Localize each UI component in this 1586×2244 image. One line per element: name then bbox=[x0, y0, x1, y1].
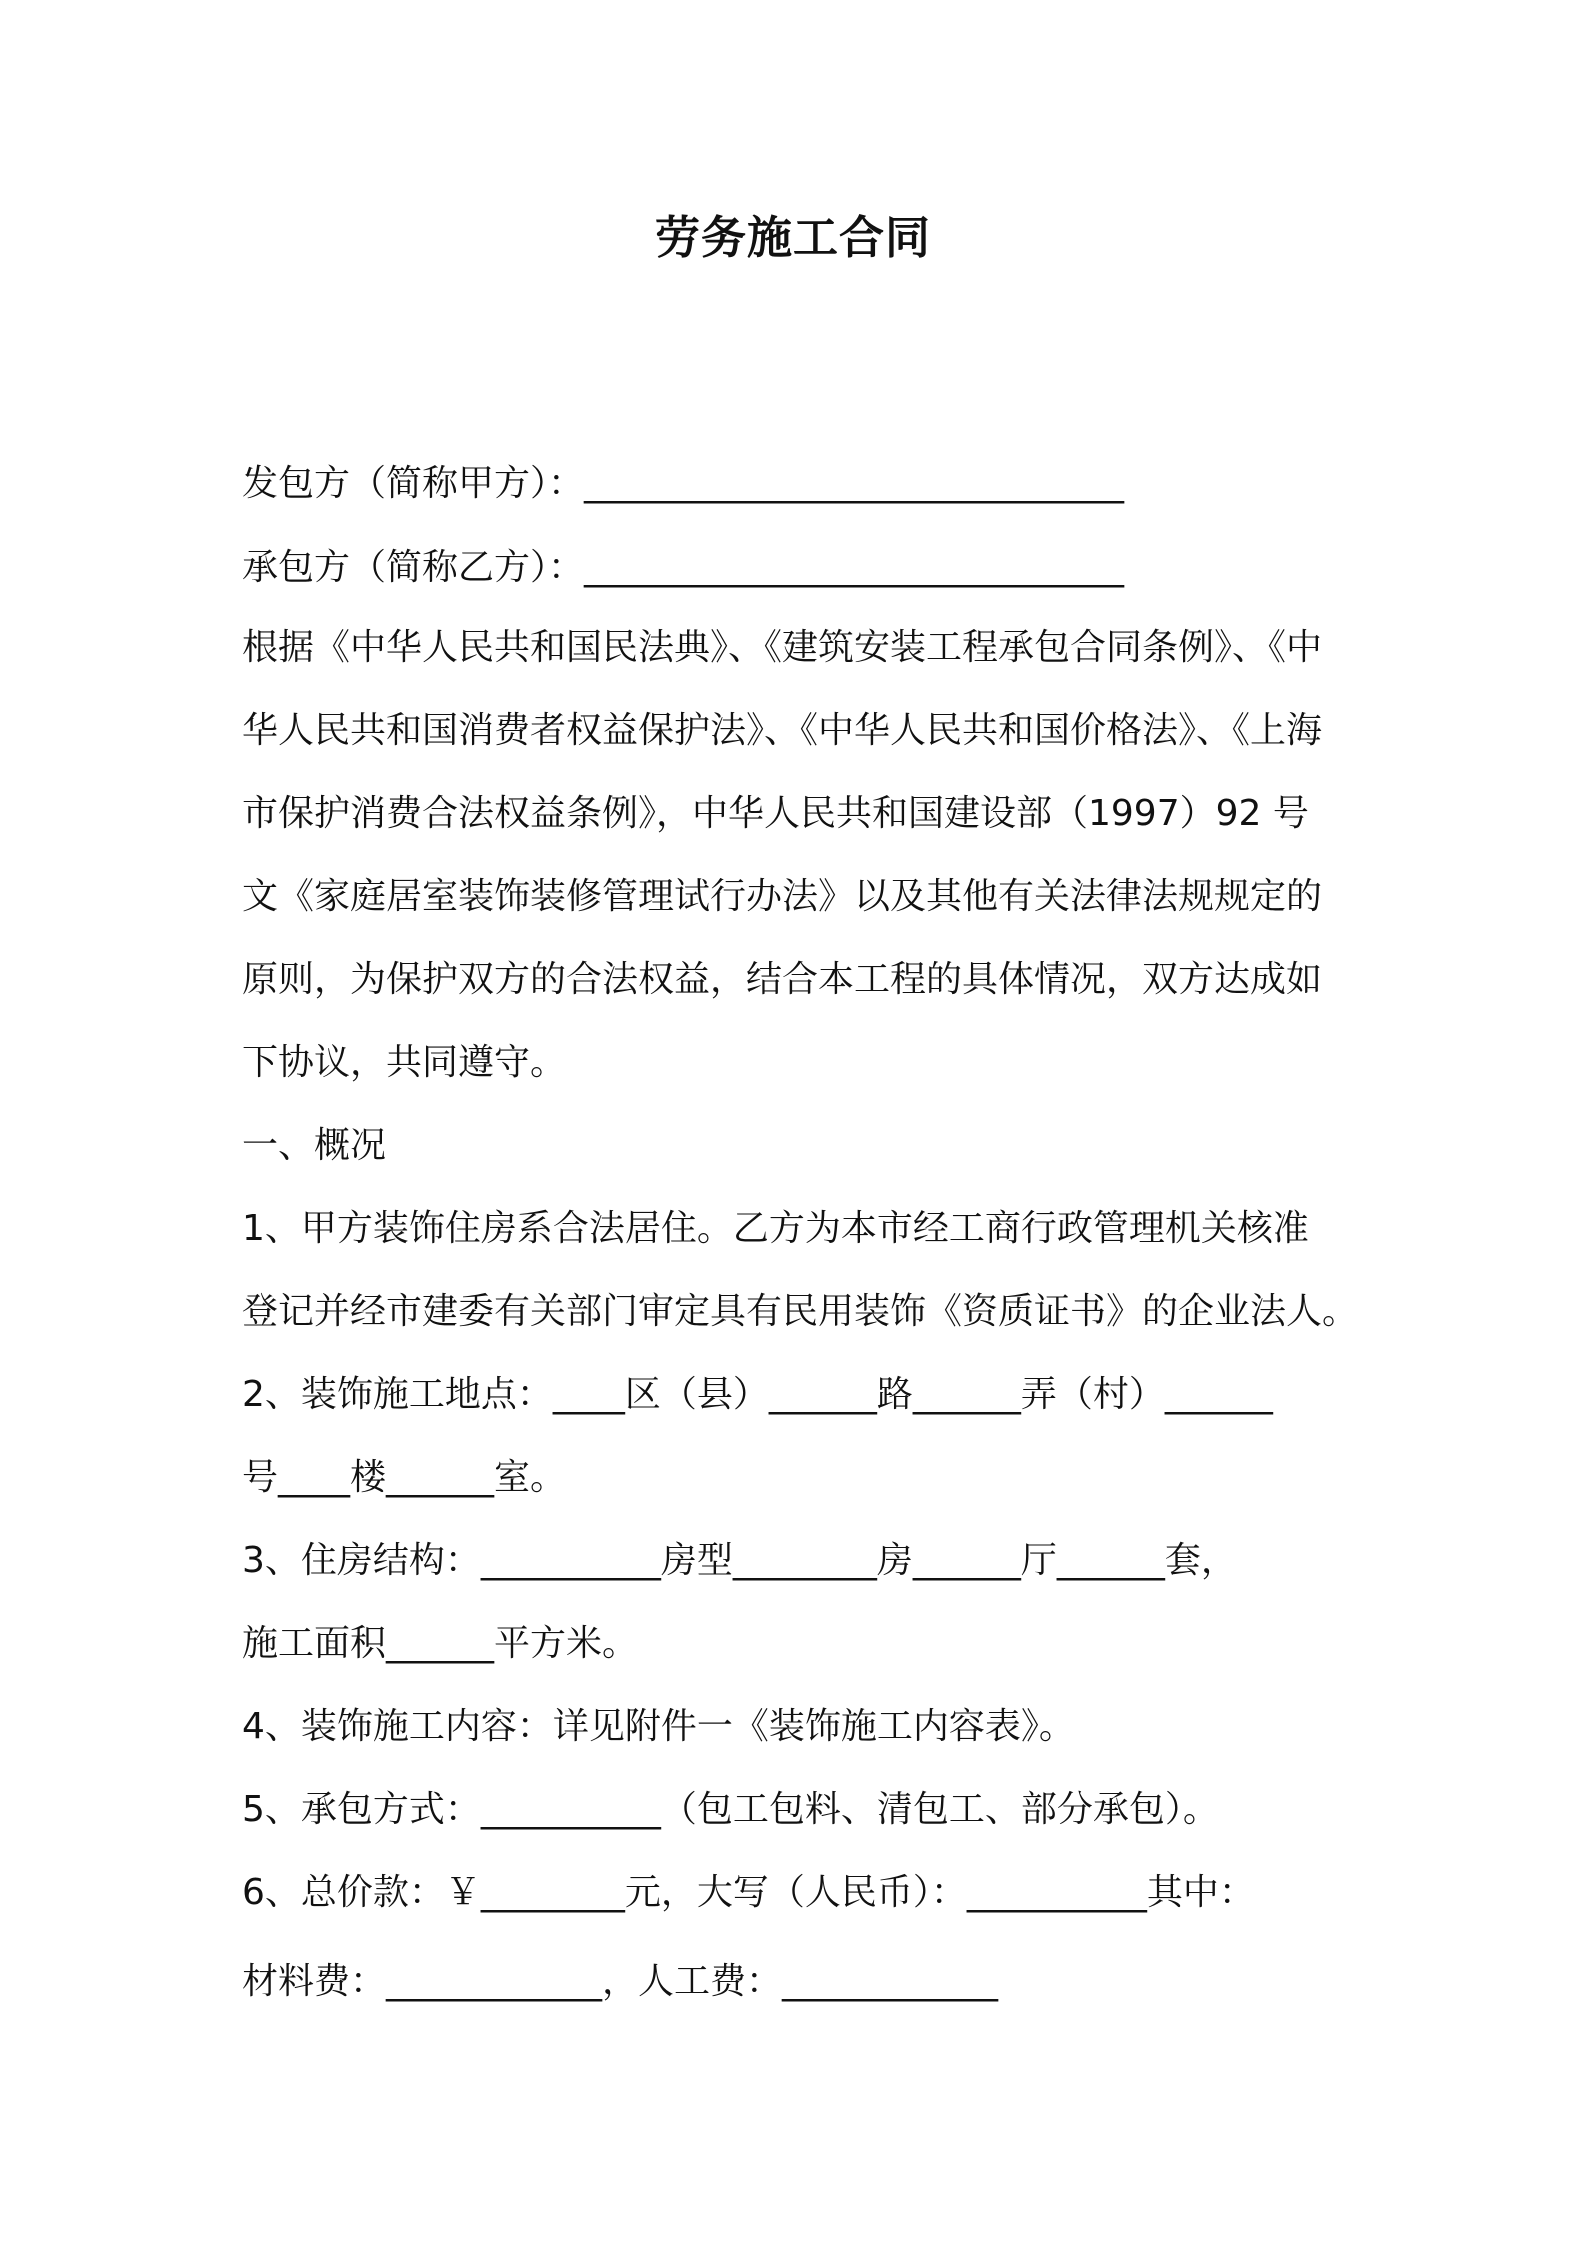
preamble-line-2: 华人民共和国消费者权益保护法》、《中华人民共和国价格法》、《上海 bbox=[242, 710, 1323, 751]
clause-3-line-1: 3、住房结构：__________房型________房______厅______套， bbox=[242, 1540, 1237, 1581]
clause-4-line: 4、装饰施工内容：详见附件一《装饰施工内容表》。 bbox=[242, 1706, 1075, 1747]
clause-6-line-2: 材料费：____________，人工费：____________ bbox=[242, 1961, 999, 2002]
clause-2-line-1: 2、装饰施工地点：____区（县）______路______弄（村）______ bbox=[242, 1374, 1273, 1415]
party-a-line: 发包方（简称甲方）：______________________________ bbox=[242, 463, 1125, 504]
preamble-line-6: 下协议，共同遵守。 bbox=[242, 1042, 567, 1083]
clause-5-line: 5、承包方式：__________（包工包料、清包工、部分承包）。 bbox=[242, 1789, 1219, 1830]
clause-3-line-2: 施工面积______平方米。 bbox=[242, 1623, 639, 1664]
preamble-line-5: 原则，为保护双方的合法权益，结合本工程的具体情况，双方达成如 bbox=[242, 959, 1323, 1000]
clause-2-line-2: 号____楼______室。 bbox=[242, 1457, 567, 1498]
party-b-line: 承包方（简称乙方）：______________________________ bbox=[242, 547, 1125, 588]
clause-6-line-1: 6、总价款：￥________元，大写（人民币）：__________其中： bbox=[242, 1872, 1255, 1913]
preamble-line-4: 文《家庭居室装饰装修管理试行办法》以及其他有关法律法规规定的 bbox=[242, 876, 1323, 917]
document-title: 劳务施工合同 bbox=[654, 211, 931, 264]
section-heading: 一、概况 bbox=[242, 1125, 387, 1166]
preamble-line-1: 根据《中华人民共和国民法典》、《建筑安装工程承包合同条例》、《中 bbox=[242, 627, 1323, 668]
preamble-line-3: 市保护消费合法权益条例》，中华人民共和国建设部（1997）92 号 bbox=[242, 793, 1309, 834]
clause-1-line-2: 登记并经市建委有关部门审定具有民用装饰《资质证书》的企业法人。 bbox=[242, 1291, 1359, 1332]
clause-1-line-1: 1、甲方装饰住房系合法居住。乙方为本市经工商行政管理机关核准 bbox=[242, 1208, 1309, 1249]
